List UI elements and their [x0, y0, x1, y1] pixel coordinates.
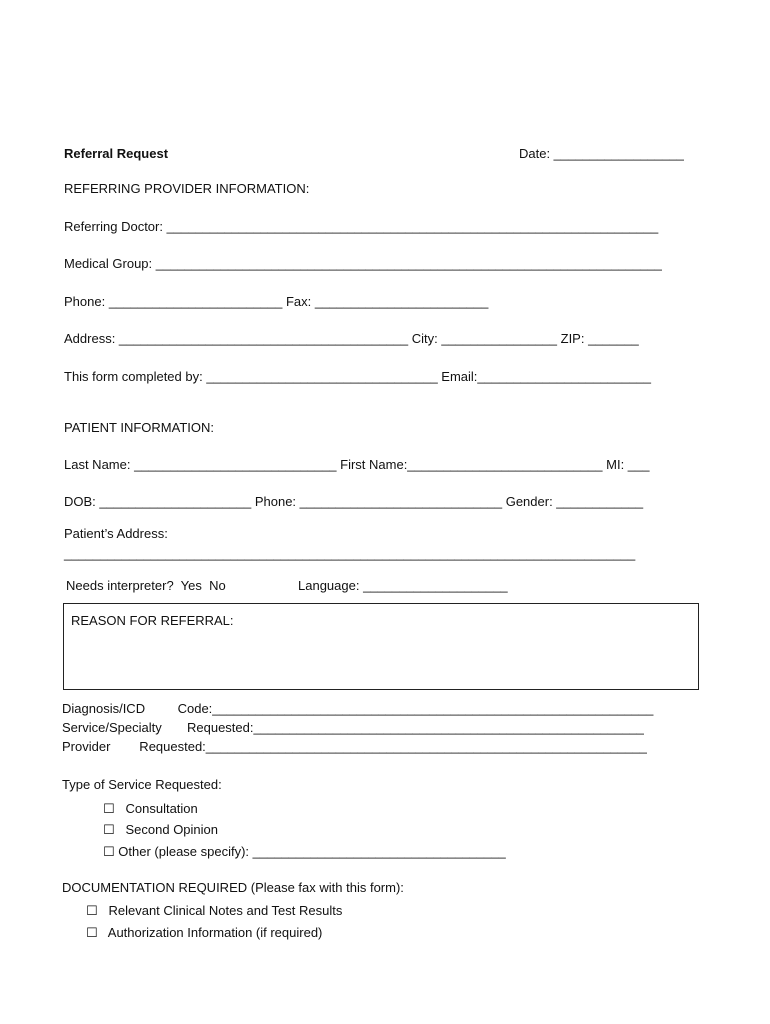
referring-provider-heading: REFERRING PROVIDER INFORMATION: — [64, 181, 310, 196]
language-field[interactable]: Language: ____________________ — [298, 578, 508, 593]
consultation-checkbox[interactable]: ☐ Consultation — [103, 801, 198, 816]
service-type-heading: Type of Service Requested: — [62, 777, 222, 792]
referring-doctor-field[interactable]: Referring Doctor: ____________________________________________________________________ — [64, 219, 659, 234]
phone-fax-field[interactable]: Phone: ________________________ Fax: ________________________ — [64, 294, 489, 309]
clinical-notes-checkbox[interactable]: ☐ Relevant Clinical Notes and Test Results — [86, 903, 343, 918]
patient-name-field[interactable]: Last Name: ____________________________ First Name:___________________________ MI: ___ — [64, 457, 650, 472]
authorization-checkbox[interactable]: ☐ Authorization Information (if required) — [86, 925, 323, 940]
completed-by-email-field[interactable]: This form completed by: ________________________________ Email:________________________ — [64, 369, 651, 384]
diagnosis-field[interactable]: Diagnosis/ICD Code:_____________________________________________________________ — [62, 701, 654, 716]
patient-address-label: Patient’s Address: — [64, 526, 168, 541]
medical-group-field[interactable]: Medical Group: ______________________________________________________________________ — [64, 256, 662, 271]
reason-for-referral-label: REASON FOR REFERRAL: — [71, 613, 234, 628]
address-city-zip-field[interactable]: Address: ________________________________________ City: ________________ ZIP: _______ — [64, 331, 639, 346]
interpreter-field[interactable]: Needs interpreter? Yes No — [66, 578, 226, 593]
patient-info-heading: PATIENT INFORMATION: — [64, 420, 214, 435]
second-opinion-checkbox[interactable]: ☐ Second Opinion — [103, 822, 219, 837]
form-title: Referral Request — [64, 146, 169, 161]
patient-address-line[interactable]: _______________________________________________________________________________ — [64, 546, 636, 561]
documentation-heading: DOCUMENTATION REQUIRED (Please fax with this form): — [62, 880, 404, 895]
provider-requested-field[interactable]: Provider Requested:_____________________________________________________________ — [62, 739, 647, 754]
service-specialty-field[interactable]: Service/Specialty Requested:______________________________________________________ — [62, 720, 644, 735]
date-field[interactable]: Date: __________________ — [519, 146, 684, 161]
dob-phone-gender-field[interactable]: DOB: _____________________ Phone: ____________________________ Gender: ____________ — [64, 494, 644, 509]
other-service-checkbox[interactable]: ☐ Other (please specify): ___________________________________ — [103, 844, 506, 859]
